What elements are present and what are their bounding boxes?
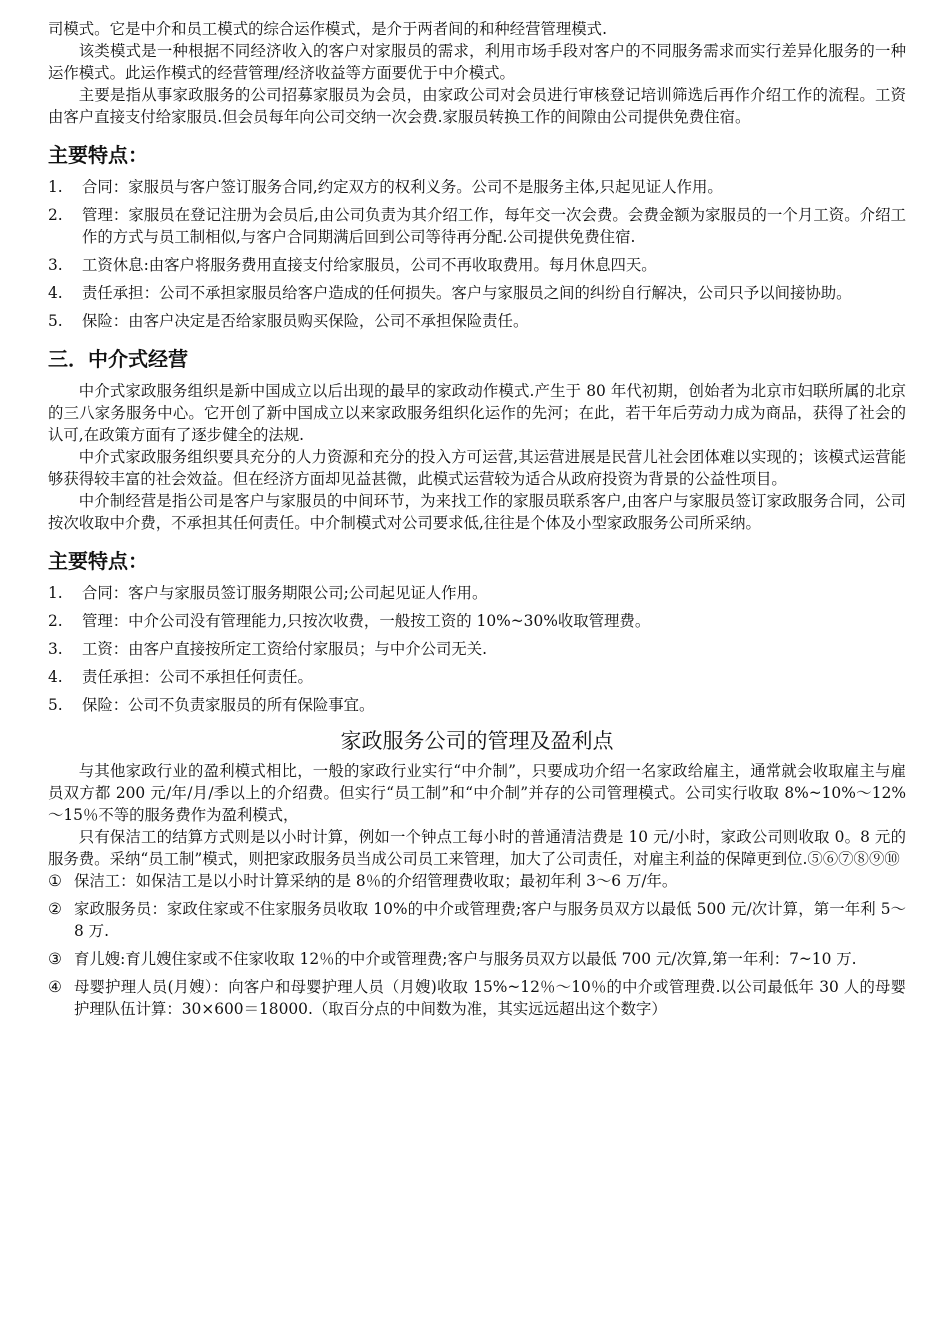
list-item [48,666,906,688]
list-text: 家政服务员：家政住家或不住家服务员收取 10%的中介或管理费;客户与服务员双方以最低 500 元/次计算，第一年利 5～8 万. [74,900,906,940]
list-item [48,948,906,970]
list-number: 5. [48,312,63,330]
agency-paragraph-origin: 中介式家政服务组织是新中国成立以后出现的最早的家政动作模式.产生于 80 年代初期，创始者为北京市妇联所属的北京的三八家务服务中心。它开创了新中国成立以来家政服务组织化运作的先河；在此，若干年后劳动力成为商品，获得了社会的认可,在政策方面有了逐步健全的法规. [48,382,906,444]
agency-paragraph-resources: 中介式家政服务组织要具充分的人力资源和充分的投入方可运营,其运营进展是民营儿社会团体难以实现的；该模式运营能够获得较丰富的社会效益。但在经济方面却见益甚微，此模式运营较为适合从政府投资为背景的公益性项目。 [48,448,906,488]
list-number: ② [48,900,62,918]
list-number: ① [48,872,62,890]
features-list-membership [48,176,906,332]
list-text: 育儿嫂:育儿嫂住家或不住家收取 12％的中介或管理费;客户与服务员双方以最低 700 元/次算,第一年利：7~10 万. [74,950,857,968]
list-item [48,694,906,716]
features-heading-agency: 主要特点： [48,549,148,573]
document-page [48,18,906,1026]
list-item [48,254,906,276]
list-text: 责任承担：公司不承担家服员给客户造成的任何损失。客户与家服员之间的纠纷自行解决，公司只予以间接协助。 [82,284,852,302]
list-item [48,898,906,942]
features-heading-membership: 主要特点： [48,143,148,167]
list-text: 母婴护理人员(月嫂）：向客户和母婴护理人员（月嫂)收取 15%~12％～10％的中介或管理费.以公司最低年 30 人的母婴护理队伍计算：30×600＝18000.（取百分点的中间数为准，其实远远超出这个数字） [74,978,906,1018]
list-item [48,176,906,198]
list-number: 1. [48,584,63,602]
list-number: 4. [48,668,63,686]
section-heading-agency: 三．中介式经营 [48,347,188,371]
list-text: 合同：家服员与客户签订服务合同,约定双方的权利义务。公司不是服务主体,只起见证人作用。 [82,178,723,196]
list-item [48,976,906,1020]
section-title-management-profit: 家政服务公司的管理及盈利点 [340,729,614,753]
list-number: 2. [48,206,63,224]
list-item [48,870,906,892]
list-item [48,638,906,660]
list-number: 2. [48,612,63,630]
list-item [48,582,906,604]
list-text: 保险：公司不负责家服员的所有保险事宜。 [82,696,375,714]
list-number: ④ [48,978,62,996]
intro-paragraph-membership: 主要是指从事家政服务的公司招募家服员为会员，由家政公司对会员进行审核登记培训筛选后再作介绍工作的流程。工资由客户直接支付给家服员.但会员每年向公司交纳一次会费.家服员转换工作的间隙由公司提供免费住宿。 [48,86,906,126]
profit-list [48,870,906,1020]
list-text: 合同：客户与家服员签订服务期限公司;公司起见证人作用。 [82,584,488,602]
list-text: 保险：由客户决定是否给家服员购买保险，公司不承担保险责任。 [82,312,529,330]
list-number: 4. [48,284,63,302]
list-number: 3. [48,640,63,658]
list-number: ③ [48,950,62,968]
list-text: 责任承担：公司不承担任何责任。 [82,668,313,686]
profit-paragraph-hourly: 只有保洁工的结算方式则是以小时计算，例如一个钟点工每小时的普通清洁费是 10 元/小时，家政公司则收取 0。8 元的服务费。采纳“员工制”模式，则把家政服务员当成公司员工来管理，加大了公司责任，对雇主利益的保障更到位.⑤⑥⑦⑧⑨⑩ [48,828,906,868]
list-item [48,310,906,332]
profit-paragraph-models: 与其他家政行业的盈利模式相比，一般的家政行业实行“中介制”，只要成功介绍一名家政给雇主，通常就会收取雇主与雇员双方都 200 元/年/月/季以上的介绍费。但实行“员工制”和“中介制”并存的公司管理模式。公司实行收取 8%~10%～12%～15％不等的服务费作为盈利模式， [48,762,906,824]
list-item [48,610,906,632]
list-text: 工资休息:由客户将服务费用直接支付给家服员，公司不再收取费用。每月休息四天。 [82,256,657,274]
list-item [48,282,906,304]
features-list-agency [48,582,906,716]
list-number: 1. [48,178,63,196]
list-text: 管理：家服员在登记注册为会员后,由公司负责为其介绍工作，每年交一次会费。会费金额为家服员的一个月工资。介绍工作的方式与员工制相似,与客户合同期满后回到公司等待再分配.公司提供免费住宿. [82,206,906,246]
list-text: 管理：中介公司没有管理能力,只按次收费，一般按工资的 10%~30%收取管理费。 [82,612,651,630]
list-number: 5. [48,696,63,714]
list-item [48,204,906,248]
list-text: 保洁工：如保洁工是以小时计算采纳的是 8％的介绍管理费收取；最初年利 3～6 万/年。 [74,872,678,890]
intro-paragraph-continued: 司模式。它是中介和员工模式的综合运作模式，是介于两者间的和种经营管理模式. [48,20,607,38]
list-number: 3. [48,256,63,274]
agency-paragraph-definition: 中介制经营是指公司是客户与家服员的中间环节，为来找工作的家服员联系客户,由客户与家服员签订家政服务合同，公司按次收取中介费，不承担其任何责任。中介制模式对公司要求低,往往是个体及小型家政服务公司所采纳。 [48,492,906,532]
list-text: 工资：由客户直接按所定工资给付家服员；与中介公司无关. [82,640,488,658]
intro-paragraph-mixed-model: 该类模式是一种根据不同经济收入的客户对家服员的需求，利用市场手段对客户的不同服务需求而实行差异化服务的一种运作模式。此运作模式的经营管理/经济收益等方面要优于中介模式。 [48,42,906,82]
